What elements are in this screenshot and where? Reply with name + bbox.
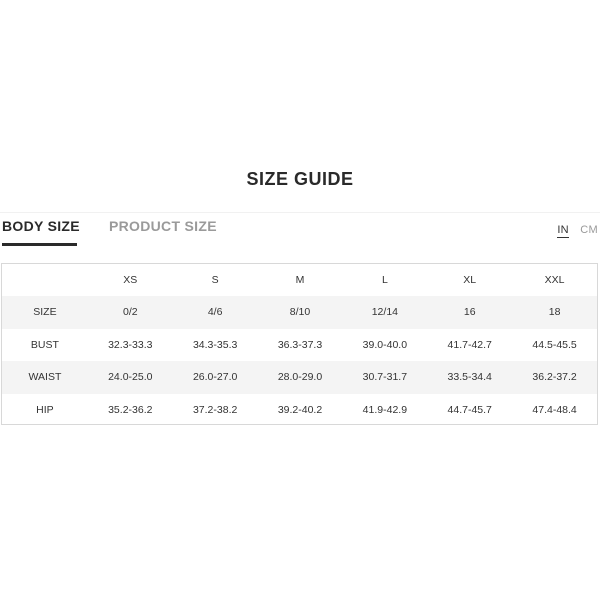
table-row-hip <box>2 394 597 426</box>
table-cell: 4/6 <box>207 306 223 319</box>
table-cell: 47.4-48.4 <box>532 403 577 416</box>
row-label: SIZE <box>33 306 57 319</box>
tab-body-size-label: BODY SIZE <box>2 218 80 234</box>
table-row-size <box>2 296 597 328</box>
row-label: WAIST <box>28 371 62 384</box>
table-cell: 35.2-36.2 <box>108 403 153 416</box>
size-table <box>1 263 598 425</box>
table-cell: 32.3-33.3 <box>108 338 153 351</box>
table-cell: 39.0-40.0 <box>362 338 408 351</box>
size-tabs <box>0 212 600 245</box>
table-cell: 28.0-29.0 <box>277 371 323 384</box>
header-cell-xl: XL <box>463 273 477 286</box>
table-cell: 41.9-42.9 <box>362 403 408 416</box>
table-cell: 33.5-34.4 <box>447 371 492 384</box>
table-cell: 36.3-37.3 <box>277 338 323 351</box>
header-cell-m: M <box>295 273 305 286</box>
table-cell: 30.7-31.7 <box>362 371 408 384</box>
row-label: HIP <box>36 403 54 416</box>
tab-product-size[interactable] <box>109 218 217 234</box>
table-cell: 36.2-37.2 <box>532 371 577 384</box>
header-cell-xs: XS <box>123 273 138 286</box>
active-tab-underline <box>2 243 77 246</box>
table-header-row <box>2 264 597 296</box>
unit-cm-button[interactable]: CM <box>580 224 598 236</box>
unit-toggle <box>557 224 598 238</box>
page-title: SIZE GUIDE <box>246 169 354 189</box>
table-cell: 39.2-40.2 <box>277 403 323 416</box>
table-cell: 26.0-27.0 <box>192 371 238 384</box>
table-cell: 44.5-45.5 <box>532 338 577 351</box>
tab-body-size[interactable] <box>2 218 80 234</box>
header-cell-xxl: XXL <box>544 273 565 286</box>
header-cell-s: S <box>211 273 219 286</box>
table-cell: 24.0-25.0 <box>108 371 153 384</box>
table-cell: 37.2-38.2 <box>192 403 238 416</box>
table-cell: 41.7-42.7 <box>447 338 492 351</box>
table-cell: 8/10 <box>289 306 311 319</box>
table-cell: 34.3-35.3 <box>192 338 238 351</box>
table-row-waist <box>2 361 597 393</box>
unit-in-button[interactable]: IN <box>557 224 569 236</box>
table-cell: 18 <box>548 306 561 319</box>
header-cell-l: L <box>381 273 388 286</box>
tab-product-size-label: PRODUCT SIZE <box>109 218 217 234</box>
table-cell: 44.7-45.7 <box>447 403 492 416</box>
row-label: BUST <box>30 338 59 351</box>
table-cell: 16 <box>463 306 476 319</box>
table-cell: 0/2 <box>122 306 138 319</box>
table-row-bust <box>2 329 597 361</box>
table-cell: 12/14 <box>371 306 398 319</box>
